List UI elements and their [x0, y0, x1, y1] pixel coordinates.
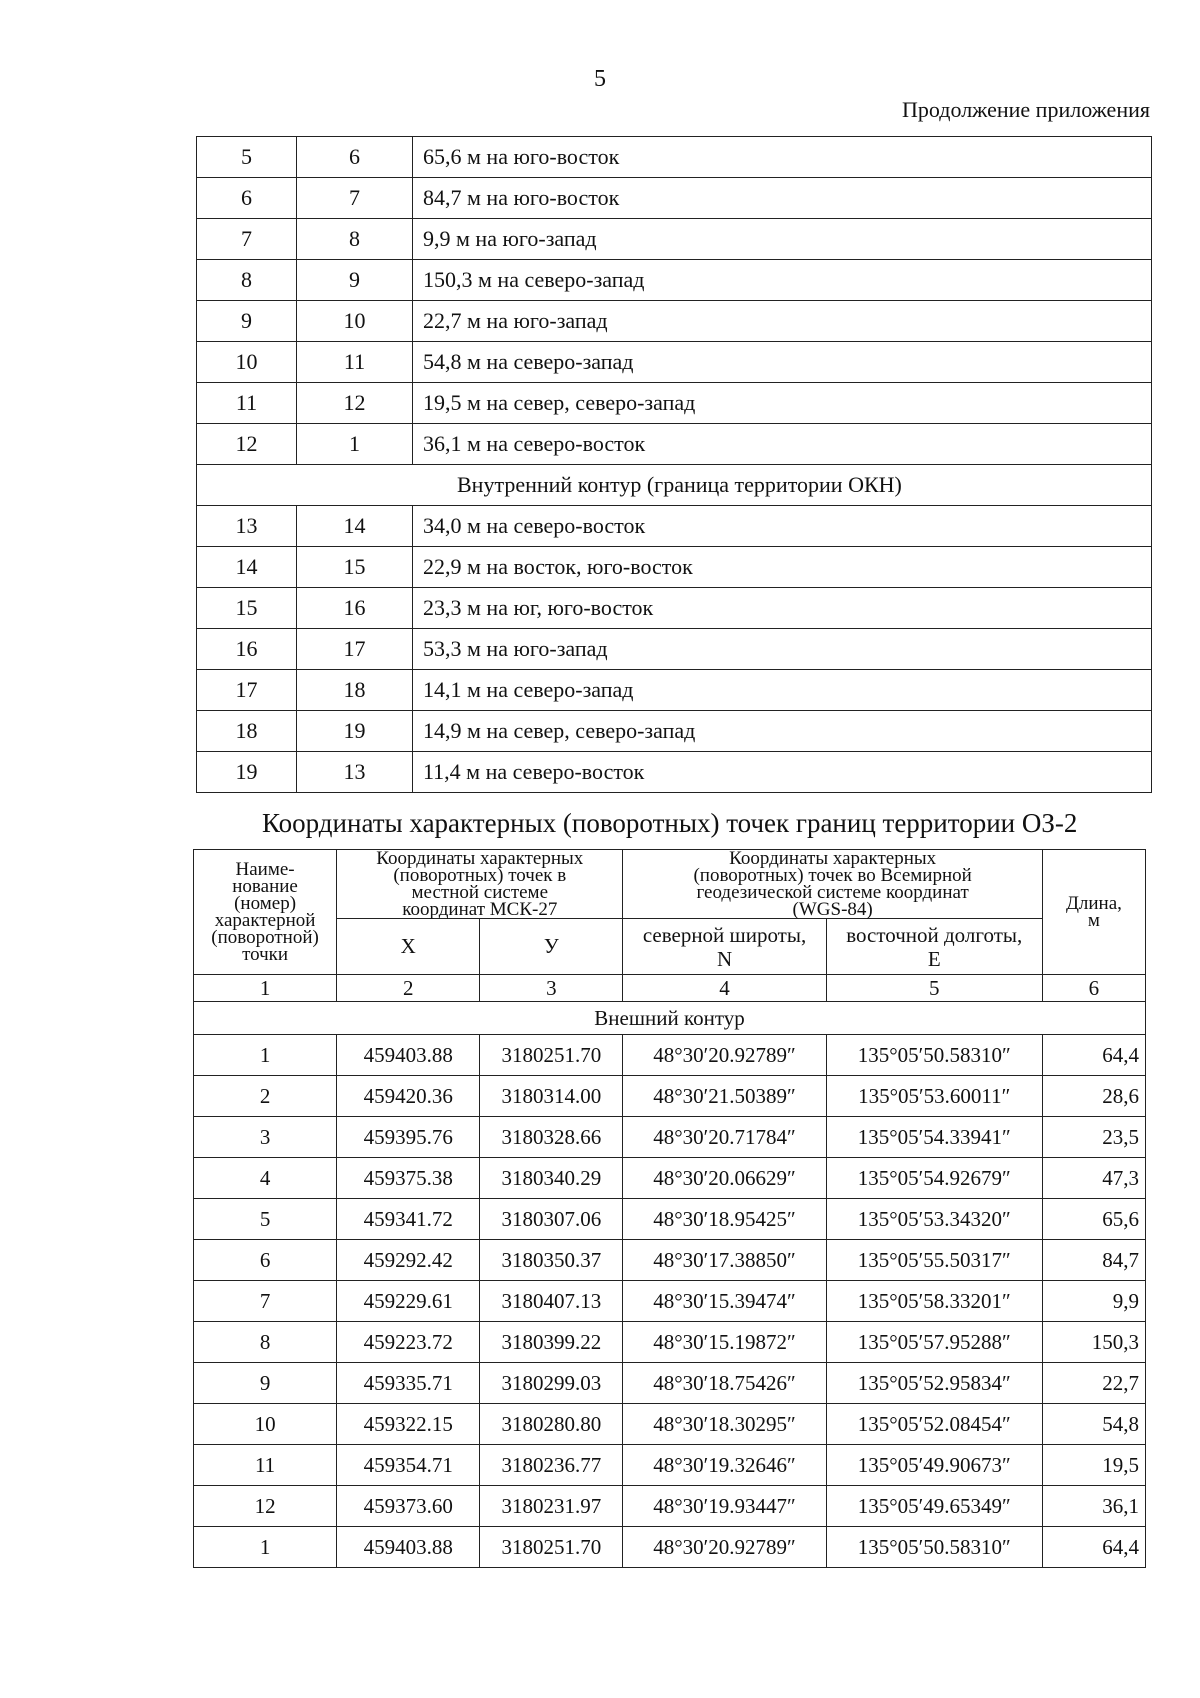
point-number: 10 — [194, 1404, 337, 1445]
segment-length: 54,8 — [1042, 1404, 1145, 1445]
wgs-north: 48°30′20.06629″ — [623, 1158, 826, 1199]
header-length: Длина, м — [1042, 850, 1145, 975]
table-row — [194, 1445, 1146, 1486]
point-number: 9 — [194, 1363, 337, 1404]
segment-length: 23,5 — [1042, 1117, 1145, 1158]
header-north: северной широты, N — [623, 919, 826, 975]
table-row — [197, 752, 1152, 793]
wgs-east: 135°05′50.58310″ — [826, 1527, 1042, 1568]
table-row — [194, 1527, 1146, 1568]
msk-y: 3180236.77 — [480, 1445, 623, 1486]
point-number: 8 — [194, 1322, 337, 1363]
segment-description: 54,8 м на северо-запад — [413, 342, 1152, 383]
section-inner-contour: Внутренний контур (граница территории ОКН) — [197, 465, 1152, 506]
table-row — [197, 137, 1152, 178]
segment-length: 36,1 — [1042, 1486, 1145, 1527]
point-to: 14 — [297, 506, 413, 547]
page-number: 5 — [594, 66, 606, 92]
table-row — [197, 301, 1152, 342]
point-number: 6 — [194, 1240, 337, 1281]
msk-x: 459322.15 — [337, 1404, 480, 1445]
header-x: X — [337, 919, 480, 975]
msk-y: 3180231.97 — [480, 1486, 623, 1527]
wgs-east: 135°05′54.33941″ — [826, 1117, 1042, 1158]
segment-description: 84,7 м на юго-восток — [413, 178, 1152, 219]
point-number: 3 — [194, 1117, 337, 1158]
segment-length: 47,3 — [1042, 1158, 1145, 1199]
coordinates-table — [193, 849, 1146, 1568]
msk-x: 459223.72 — [337, 1322, 480, 1363]
msk-y: 3180340.29 — [480, 1158, 623, 1199]
wgs-north: 48°30′20.92789″ — [623, 1035, 826, 1076]
table-row — [194, 1281, 1146, 1322]
segment-length: 65,6 — [1042, 1199, 1145, 1240]
point-to: 15 — [297, 547, 413, 588]
table-row — [194, 1117, 1146, 1158]
segment-description: 36,1 м на северо-восток — [413, 424, 1152, 465]
continuation-label: Продолжение приложения — [902, 97, 1150, 122]
segments-table — [196, 136, 1152, 793]
point-to: 1 — [297, 424, 413, 465]
msk-y: 3180399.22 — [480, 1322, 623, 1363]
point-number: 5 — [194, 1199, 337, 1240]
table-row — [194, 1076, 1146, 1117]
point-from: 19 — [197, 752, 297, 793]
point-to: 16 — [297, 588, 413, 629]
segment-description: 53,3 м на юго-запад — [413, 629, 1152, 670]
segment-length: 19,5 — [1042, 1445, 1145, 1486]
point-from: 11 — [197, 383, 297, 424]
segment-length: 64,4 — [1042, 1035, 1145, 1076]
point-to: 8 — [297, 219, 413, 260]
point-from: 9 — [197, 301, 297, 342]
segment-description: 9,9 м на юго-запад — [413, 219, 1152, 260]
point-number: 1 — [194, 1035, 337, 1076]
point-from: 8 — [197, 260, 297, 301]
segment-length: 150,3 — [1042, 1322, 1145, 1363]
msk-y: 3180280.80 — [480, 1404, 623, 1445]
table-row — [194, 1035, 1146, 1076]
msk-x: 459354.71 — [337, 1445, 480, 1486]
msk-x: 459403.88 — [337, 1527, 480, 1568]
segment-description: 14,1 м на северо-запад — [413, 670, 1152, 711]
wgs-north: 48°30′18.95425″ — [623, 1199, 826, 1240]
table-row — [194, 1363, 1146, 1404]
wgs-north: 48°30′19.32646″ — [623, 1445, 826, 1486]
segment-length: 9,9 — [1042, 1281, 1145, 1322]
point-from: 13 — [197, 506, 297, 547]
msk-y: 3180350.37 — [480, 1240, 623, 1281]
table-row — [197, 670, 1152, 711]
table-row — [194, 1158, 1146, 1199]
wgs-east: 135°05′53.34320″ — [826, 1199, 1042, 1240]
table-row — [197, 547, 1152, 588]
wgs-east: 135°05′50.58310″ — [826, 1035, 1042, 1076]
point-to: 7 — [297, 178, 413, 219]
header-point-name: Наиме- нование (номер) характерной (поворотной) точки — [194, 850, 337, 975]
segment-description: 150,3 м на северо-запад — [413, 260, 1152, 301]
table-row — [197, 711, 1152, 752]
table-row — [197, 219, 1152, 260]
point-from: 7 — [197, 219, 297, 260]
point-number: 1 — [194, 1527, 337, 1568]
wgs-east: 135°05′49.90673″ — [826, 1445, 1042, 1486]
point-number: 7 — [194, 1281, 337, 1322]
point-from: 15 — [197, 588, 297, 629]
point-from: 5 — [197, 137, 297, 178]
msk-x: 459229.61 — [337, 1281, 480, 1322]
point-from: 10 — [197, 342, 297, 383]
header-msk27: Координаты характерных (поворотных) точек в местной системе координат МСК-27 — [337, 850, 623, 919]
table-row — [194, 1404, 1146, 1445]
segment-description: 65,6 м на юго-восток — [413, 137, 1152, 178]
wgs-north: 48°30′15.39474″ — [623, 1281, 826, 1322]
segment-length: 84,7 — [1042, 1240, 1145, 1281]
table-row — [194, 1322, 1146, 1363]
msk-x: 459395.76 — [337, 1117, 480, 1158]
table-row — [197, 383, 1152, 424]
table-row — [197, 629, 1152, 670]
point-from: 6 — [197, 178, 297, 219]
wgs-east: 135°05′52.95834″ — [826, 1363, 1042, 1404]
table-row — [197, 178, 1152, 219]
point-from: 12 — [197, 424, 297, 465]
segment-description: 34,0 м на северо-восток — [413, 506, 1152, 547]
wgs-north: 48°30′18.75426″ — [623, 1363, 826, 1404]
table-row — [197, 342, 1152, 383]
msk-x: 459420.36 — [337, 1076, 480, 1117]
msk-y: 3180328.66 — [480, 1117, 623, 1158]
wgs-north: 48°30′15.19872″ — [623, 1322, 826, 1363]
wgs-east: 135°05′55.50317″ — [826, 1240, 1042, 1281]
segment-description: 23,3 м на юг, юго-восток — [413, 588, 1152, 629]
segment-description: 22,7 м на юго-запад — [413, 301, 1152, 342]
segment-length: 28,6 — [1042, 1076, 1145, 1117]
header-east: восточной долготы, E — [826, 919, 1042, 975]
point-from: 18 — [197, 711, 297, 752]
segment-description: 11,4 м на северо-восток — [413, 752, 1152, 793]
segment-description: 19,5 м на север, северо-запад — [413, 383, 1152, 424]
table-row — [197, 588, 1152, 629]
column-numbers-row: 1 2 3 4 5 6 — [194, 975, 1146, 1002]
table-row — [197, 506, 1152, 547]
segment-description: 14,9 м на север, северо-запад — [413, 711, 1152, 752]
msk-x: 459341.72 — [337, 1199, 480, 1240]
point-to: 10 — [297, 301, 413, 342]
point-to: 13 — [297, 752, 413, 793]
msk-y: 3180307.06 — [480, 1199, 623, 1240]
point-number: 12 — [194, 1486, 337, 1527]
msk-x: 459335.71 — [337, 1363, 480, 1404]
point-from: 14 — [197, 547, 297, 588]
msk-x: 459403.88 — [337, 1035, 480, 1076]
msk-y: 3180299.03 — [480, 1363, 623, 1404]
header-wgs84: Координаты характерных (поворотных) точек во Всемирной геодезической системе координат (WGS-84) — [623, 850, 1042, 919]
wgs-north: 48°30′19.93447″ — [623, 1486, 826, 1527]
point-number: 2 — [194, 1076, 337, 1117]
table-row — [194, 1486, 1146, 1527]
point-to: 9 — [297, 260, 413, 301]
wgs-north: 48°30′18.30295″ — [623, 1404, 826, 1445]
msk-y: 3180407.13 — [480, 1281, 623, 1322]
point-number: 4 — [194, 1158, 337, 1199]
table-row — [194, 1199, 1146, 1240]
msk-y: 3180251.70 — [480, 1527, 623, 1568]
wgs-east: 135°05′49.65349″ — [826, 1486, 1042, 1527]
point-number: 11 — [194, 1445, 337, 1486]
wgs-north: 48°30′21.50389″ — [623, 1076, 826, 1117]
section-outer-contour: Внешний контур — [194, 1002, 1146, 1035]
table-row — [194, 1240, 1146, 1281]
wgs-east: 135°05′53.60011″ — [826, 1076, 1042, 1117]
point-to: 19 — [297, 711, 413, 752]
wgs-east: 135°05′58.33201″ — [826, 1281, 1042, 1322]
point-to: 11 — [297, 342, 413, 383]
msk-x: 459292.42 — [337, 1240, 480, 1281]
point-to: 17 — [297, 629, 413, 670]
wgs-north: 48°30′20.92789″ — [623, 1527, 826, 1568]
point-from: 16 — [197, 629, 297, 670]
msk-y: 3180251.70 — [480, 1035, 623, 1076]
wgs-east: 135°05′54.92679″ — [826, 1158, 1042, 1199]
msk-y: 3180314.00 — [480, 1076, 623, 1117]
point-to: 6 — [297, 137, 413, 178]
point-to: 12 — [297, 383, 413, 424]
segment-length: 22,7 — [1042, 1363, 1145, 1404]
segment-length: 64,4 — [1042, 1527, 1145, 1568]
coordinates-table-title: Координаты характерных (поворотных) точек границ территории ОЗ-2 — [262, 808, 1078, 838]
table-row — [197, 424, 1152, 465]
msk-x: 459375.38 — [337, 1158, 480, 1199]
header-y: У — [480, 919, 623, 975]
point-from: 17 — [197, 670, 297, 711]
wgs-east: 135°05′52.08454″ — [826, 1404, 1042, 1445]
wgs-east: 135°05′57.95288″ — [826, 1322, 1042, 1363]
point-to: 18 — [297, 670, 413, 711]
table-row — [197, 260, 1152, 301]
msk-x: 459373.60 — [337, 1486, 480, 1527]
wgs-north: 48°30′20.71784″ — [623, 1117, 826, 1158]
wgs-north: 48°30′17.38850″ — [623, 1240, 826, 1281]
segment-description: 22,9 м на восток, юго-восток — [413, 547, 1152, 588]
